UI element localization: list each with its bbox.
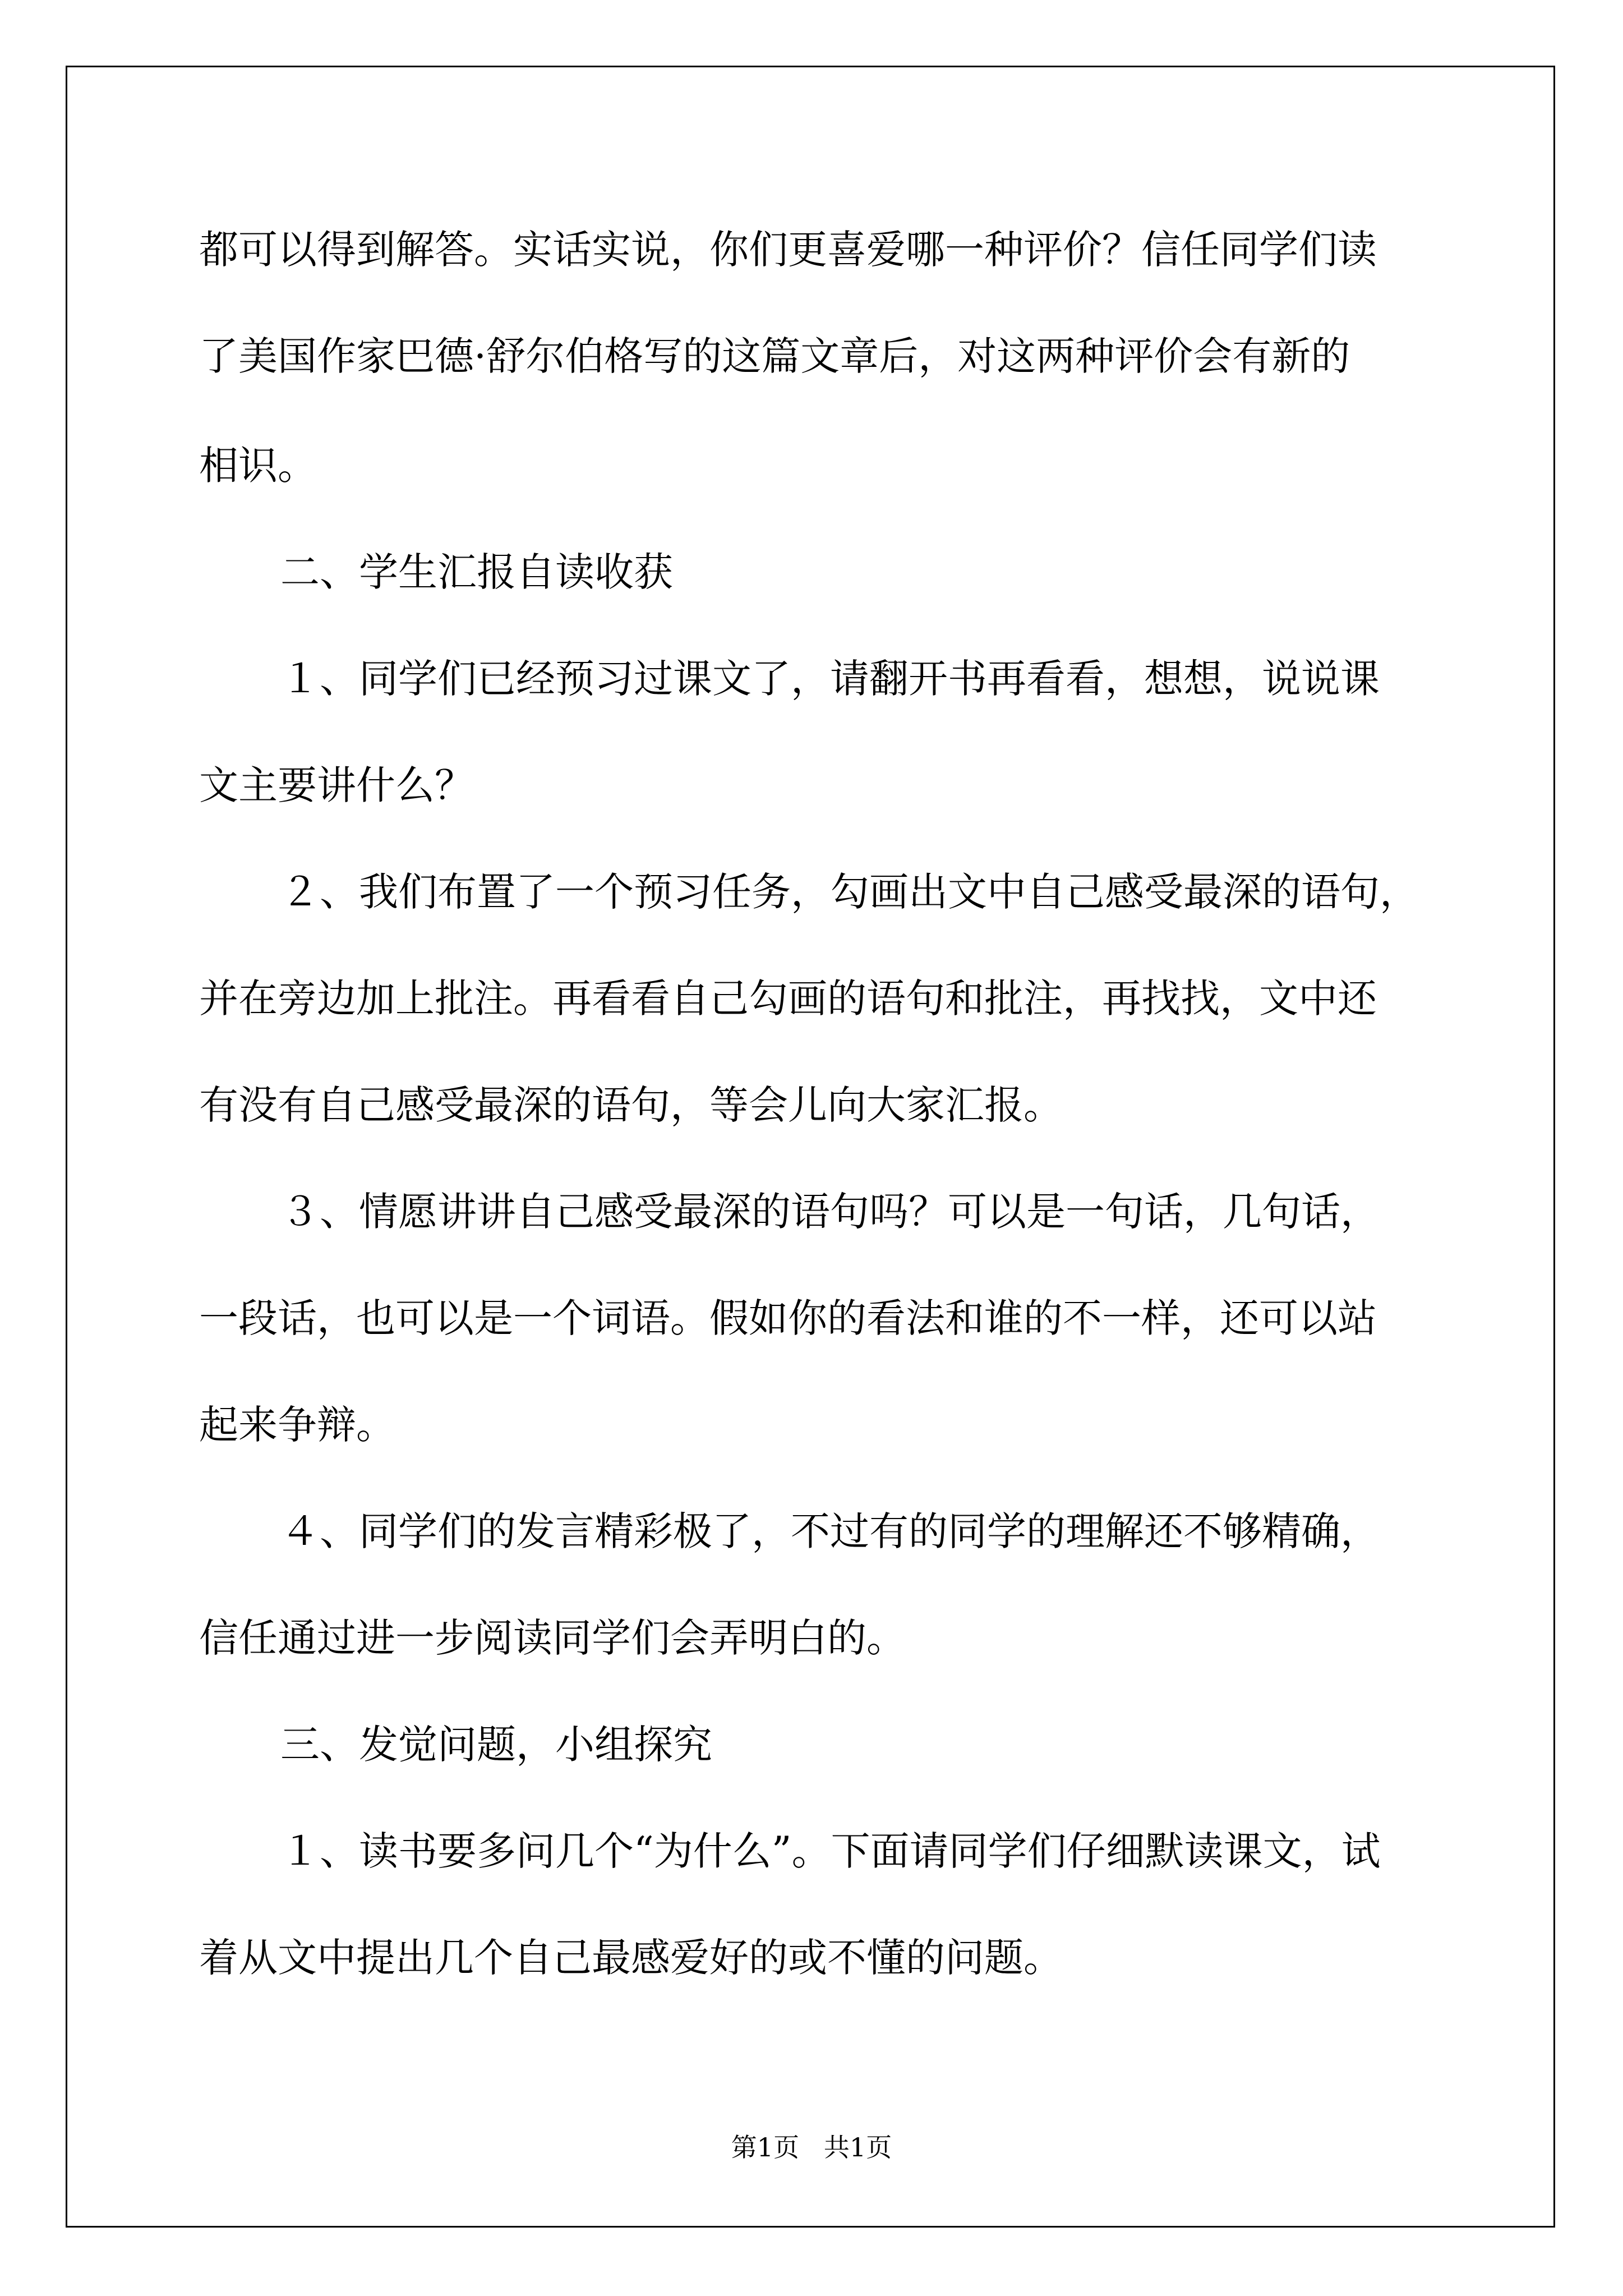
text-line: 都可以得到解答。实话实说，你们更喜爱哪一种评价？信任同学们读 <box>199 227 1377 273</box>
section-heading: 二、学生汇报自读收获 <box>280 549 673 595</box>
text-line: 一段话，也可以是一个词语。假如你的看法和谁的不一样，还可以站 <box>199 1295 1377 1341</box>
text-line: ３、情愿讲讲自己感受最深的语句吗？可以是一句话，几句话， <box>280 1189 1380 1235</box>
text-line: １、读书要多问几个“为什么”。下面请同学们仔细默读课文，试 <box>280 1828 1381 1874</box>
text-line: 有没有自己感受最深的语句，等会儿向大家汇报。 <box>199 1082 1063 1128</box>
text-line: ２、我们布置了一个预习任务，勾画出文中自己感受最深的语句， <box>280 869 1419 915</box>
text-line: 相识。 <box>199 443 317 489</box>
page-footer: 第1页 共1页 <box>731 2132 892 2162</box>
text-line: 起来争辩。 <box>199 1402 395 1448</box>
text-line: 着从文中提出几个自己最感爱好的或不懂的问题。 <box>199 1935 1063 1981</box>
text-line: 并在旁边加上批注。再看看自己勾画的语句和批注，再找找，文中还 <box>199 976 1377 1022</box>
text-line: ４、同学们的发言精彩极了，不过有的同学的理解还不够精确， <box>280 1508 1380 1554</box>
text-line: 了美国作家巴德·舒尔伯格写的这篇文章后，对这两种评价会有新的 <box>199 333 1350 379</box>
text-line: １、同学们已经预习过课文了，请翻开书再看看，想想，说说课 <box>280 656 1380 702</box>
section-heading: 三、发觉问题，小组探究 <box>280 1722 712 1768</box>
text-line: 文主要讲什么？ <box>199 762 474 808</box>
text-line: 信任通过进一步阅读同学们会弄明白的。 <box>199 1615 906 1661</box>
page-border <box>66 66 1555 2228</box>
